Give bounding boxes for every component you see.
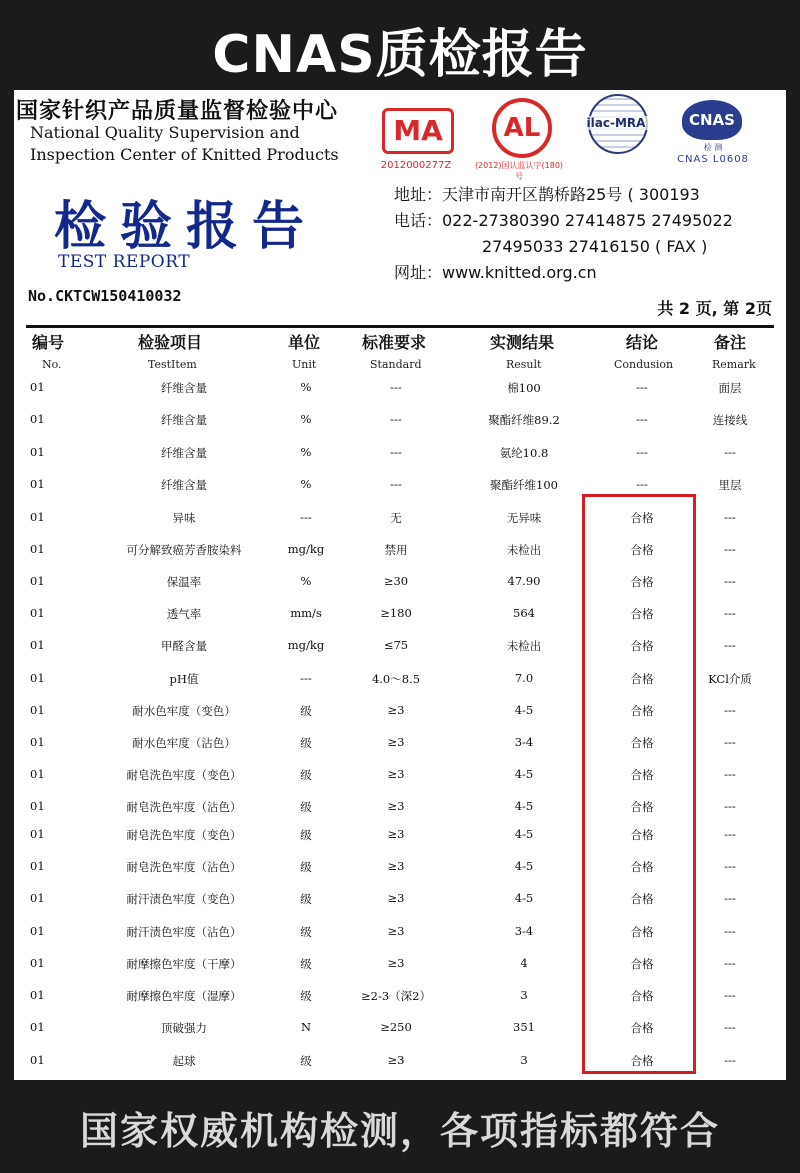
header-unit-zh: 单位 <box>288 333 321 352</box>
report-number: No.CKTCW150410032 <box>28 287 182 305</box>
cell-conclusion: 合格 <box>630 639 654 653</box>
cell-unit: % <box>300 445 312 459</box>
cell-unit: 级 <box>300 736 312 750</box>
cell-remark: --- <box>724 859 736 873</box>
cell-test-item: 耐皂洗色牢度（变色） <box>126 768 242 782</box>
cell-unit: 级 <box>300 892 312 906</box>
ilac-mra-logo <box>584 94 650 164</box>
cell-no: 01 <box>30 735 45 749</box>
cell-no: 01 <box>30 574 45 588</box>
cell-conclusion: 合格 <box>630 892 654 906</box>
cell-remark: 面层 <box>718 381 742 395</box>
cell-standard: 禁用 <box>384 543 408 557</box>
cell-result: 聚酯纤维100 <box>490 478 558 492</box>
cell-standard: --- <box>390 477 402 491</box>
header-remark-en: Remark <box>712 358 756 371</box>
cell-conclusion: 合格 <box>630 860 654 874</box>
cell-no: 01 <box>30 924 45 938</box>
cell-remark: --- <box>724 924 736 938</box>
cell-unit: % <box>300 412 312 426</box>
report-title-en: TEST REPORT <box>58 252 191 272</box>
cell-result: 4-5 <box>514 799 534 813</box>
cell-no: 01 <box>30 956 45 970</box>
cell-standard: --- <box>390 445 402 459</box>
cell-conclusion: 合格 <box>630 957 654 971</box>
cell-result: 棉100 <box>507 381 541 395</box>
cell-result: 564 <box>513 606 535 620</box>
cell-result: 4-5 <box>514 859 534 873</box>
cma-logo-mark: MA <box>382 108 454 154</box>
cell-result: 3 <box>520 988 528 1002</box>
cell-unit: 级 <box>300 860 312 874</box>
cell-standard: ≥2-3（深2） <box>361 989 431 1003</box>
cell-no: 01 <box>30 767 45 781</box>
cell-no: 01 <box>30 412 45 426</box>
cell-remark: --- <box>724 735 736 749</box>
cell-result: 氨纶10.8 <box>499 446 549 460</box>
cell-result: 无异味 <box>506 511 542 525</box>
cell-standard: ≥250 <box>380 1020 412 1034</box>
website-line: 网址：www.knitted.org.cn <box>394 263 597 282</box>
cnas-logo-sub1: 检 测 <box>703 143 723 152</box>
cell-no: 01 <box>30 988 45 1002</box>
cell-no: 01 <box>30 799 45 813</box>
phone-line-cont: 27495033 27416150 ( FAX ) <box>482 237 708 256</box>
cell-unit: 级 <box>300 957 312 971</box>
cell-conclusion: --- <box>636 445 648 459</box>
header-item-en: TestItem <box>148 358 197 371</box>
cell-test-item: 纤维含量 <box>161 413 207 427</box>
ilac-logo-text: ilac-MRA <box>584 116 648 130</box>
banner-title: CNAS质检报告 <box>212 25 588 85</box>
cell-no: 01 <box>30 477 45 491</box>
table-row <box>14 445 786 465</box>
cell-test-item: 耐摩擦色牢度（干摩） <box>126 957 242 971</box>
cell-conclusion: --- <box>636 380 648 394</box>
cell-remark: KCl介质 <box>708 672 752 686</box>
header-no-zh: 编号 <box>32 333 65 352</box>
cell-test-item: 耐汗渍色牢度（变色） <box>126 892 242 906</box>
cell-conclusion: 合格 <box>630 925 654 939</box>
cell-standard: ≥180 <box>380 606 412 620</box>
cell-unit: % <box>300 477 312 491</box>
cell-remark: --- <box>724 638 736 652</box>
cell-unit: mg/kg <box>287 638 325 652</box>
header-result-zh: 实测结果 <box>490 333 555 352</box>
org-name-en-line1: National Quality Supervision and <box>30 123 300 142</box>
cell-remark: --- <box>724 988 736 1002</box>
cell-test-item: 顶破强力 <box>161 1021 207 1035</box>
cell-result: 未检出 <box>506 639 542 653</box>
cell-conclusion: 合格 <box>630 575 654 589</box>
cell-unit: 级 <box>300 800 312 814</box>
cell-test-item: 保温率 <box>166 575 202 589</box>
cell-no: 01 <box>30 606 45 620</box>
header-conclusion-zh: 结论 <box>626 333 659 352</box>
cell-standard: --- <box>390 412 402 426</box>
cell-standard: 4.0～8.5 <box>371 672 421 686</box>
cell-remark: --- <box>724 956 736 970</box>
header-standard-zh: 标准要求 <box>362 333 427 352</box>
cell-unit: 级 <box>300 768 312 782</box>
cell-standard: ≥3 <box>387 924 405 938</box>
cell-no: 01 <box>30 542 45 556</box>
cell-remark: --- <box>724 445 736 459</box>
cell-unit: N <box>300 1020 312 1034</box>
cell-conclusion: 合格 <box>630 768 654 782</box>
cell-standard: --- <box>390 380 402 394</box>
cell-remark: --- <box>724 767 736 781</box>
cell-conclusion: --- <box>636 412 648 426</box>
cnas-logo <box>674 98 754 170</box>
cell-result: 3 <box>520 1053 528 1067</box>
cell-conclusion: 合格 <box>630 543 654 557</box>
cell-remark: --- <box>724 1020 736 1034</box>
header-remark-zh: 备注 <box>714 333 747 352</box>
cell-result: 未检出 <box>506 543 542 557</box>
cell-unit: 级 <box>300 989 312 1003</box>
cell-test-item: 耐水色牢度（沾色） <box>132 736 236 750</box>
cell-no: 01 <box>30 859 45 873</box>
cal-logo-mark: AL <box>492 98 552 158</box>
cell-standard: ≥30 <box>383 574 409 588</box>
cell-result: 7.0 <box>514 671 534 685</box>
cell-remark: --- <box>724 1053 736 1067</box>
cell-result: 聚酯纤维89.2 <box>488 413 560 427</box>
cell-unit: --- <box>300 671 312 685</box>
cell-unit: --- <box>300 510 312 524</box>
cnas-logo-sub2: CNAS L0608 <box>677 154 749 165</box>
cell-test-item: 耐皂洗色牢度（沾色） <box>126 860 242 874</box>
header-unit-en: Unit <box>292 358 317 371</box>
cell-test-item: 异味 <box>172 511 196 525</box>
cell-remark: --- <box>724 703 736 717</box>
cell-remark: --- <box>724 542 736 556</box>
cell-remark: --- <box>724 799 736 813</box>
cell-standard: ≥3 <box>387 891 405 905</box>
header-standard-en: Standard <box>370 358 422 371</box>
cell-test-item: 甲醛含量 <box>161 639 207 653</box>
cell-standard: 无 <box>390 511 402 525</box>
cell-result: 4-5 <box>514 767 534 781</box>
cell-unit: 级 <box>300 828 312 842</box>
table-row <box>14 380 786 400</box>
org-name-cn: 国家针织产品质量监督检验中心 <box>16 99 339 124</box>
cell-conclusion: 合格 <box>630 672 654 686</box>
cell-result: 4-5 <box>514 703 534 717</box>
cell-no: 01 <box>30 827 45 841</box>
page-count: 共 2 页, 第 2页 <box>657 299 772 318</box>
cell-remark: --- <box>724 606 736 620</box>
cell-test-item: 耐摩擦色牢度（湿摩） <box>126 989 242 1003</box>
cell-remark: 里层 <box>718 478 742 492</box>
cell-conclusion: 合格 <box>630 828 654 842</box>
table-row <box>14 412 786 432</box>
cma-logo <box>376 104 456 171</box>
cell-standard: ≥3 <box>387 827 405 841</box>
banner-slogan: 国家权威机构检测，各项指标都符合 <box>79 1109 720 1153</box>
cell-test-item: 耐皂洗色牢度（变色） <box>126 828 242 842</box>
cell-test-item: pH值 <box>169 672 199 686</box>
cell-conclusion: 合格 <box>630 989 654 1003</box>
cell-unit: 级 <box>300 925 312 939</box>
cal-logo-caption: (2012)国认监认字(180)号 <box>474 161 564 181</box>
cell-result: 4-5 <box>514 891 534 905</box>
cell-unit: mm/s <box>290 606 322 620</box>
cal-logo <box>474 96 564 181</box>
cell-test-item: 耐汗渍色牢度（沾色） <box>126 925 242 939</box>
cell-unit: mg/kg <box>287 542 325 556</box>
cell-remark: --- <box>724 510 736 524</box>
cell-no: 01 <box>30 445 45 459</box>
cell-test-item: 纤维含量 <box>161 446 207 460</box>
cell-standard: ≥3 <box>387 799 405 813</box>
cell-conclusion: --- <box>636 477 648 491</box>
conclusion-highlight-box <box>582 494 696 1074</box>
report-title: 检验报告 <box>54 196 319 257</box>
cell-standard: ≥3 <box>387 735 405 749</box>
cell-test-item: 可分解致癌芳香胺染料 <box>126 543 242 557</box>
report-sheet <box>14 90 786 1080</box>
cell-test-item: 耐水色牢度（变色） <box>132 704 236 718</box>
header-result-en: Result <box>506 358 542 371</box>
cell-result: 47.90 <box>507 574 541 588</box>
cell-no: 01 <box>30 671 45 685</box>
cell-result: 3-4 <box>514 735 534 749</box>
cell-conclusion: 合格 <box>630 704 654 718</box>
cell-standard: ≥3 <box>387 767 405 781</box>
cell-remark: --- <box>724 891 736 905</box>
cell-conclusion: 合格 <box>630 511 654 525</box>
header-no-en: No. <box>42 358 62 371</box>
cell-standard: ≥3 <box>387 956 405 970</box>
cell-remark: 连接线 <box>712 413 748 427</box>
cell-unit: 级 <box>300 1054 312 1068</box>
cell-standard: ≥3 <box>387 859 405 873</box>
cell-test-item: 透气率 <box>166 607 202 621</box>
phone-line: 电话：022-27380390 27414875 27495022 <box>394 211 733 230</box>
cell-test-item: 起球 <box>172 1054 196 1068</box>
cell-unit: % <box>300 380 312 394</box>
cell-conclusion: 合格 <box>630 1021 654 1035</box>
cell-unit: 级 <box>300 704 312 718</box>
cell-result: 4 <box>520 956 528 970</box>
cell-no: 01 <box>30 1053 45 1067</box>
cell-unit: % <box>300 574 312 588</box>
cell-standard: ≥3 <box>387 1053 405 1067</box>
header-item-zh: 检验项目 <box>138 333 203 352</box>
bottom-banner <box>0 1080 800 1173</box>
org-name-en <box>30 122 339 166</box>
cma-logo-caption: 2012000277Z <box>380 160 452 171</box>
cell-conclusion: 合格 <box>630 800 654 814</box>
cell-no: 01 <box>30 638 45 652</box>
cell-standard: ≤75 <box>383 638 409 652</box>
top-banner <box>0 0 800 90</box>
cell-result: 351 <box>513 1020 535 1034</box>
cell-result: 3-4 <box>514 924 534 938</box>
cell-standard: ≥3 <box>387 703 405 717</box>
cell-no: 01 <box>30 510 45 524</box>
cell-test-item: 耐皂洗色牢度（沾色） <box>126 800 242 814</box>
cell-test-item: 纤维含量 <box>161 478 207 492</box>
cell-no: 01 <box>30 703 45 717</box>
org-name-en-line2: Inspection Center of Knitted Products <box>30 145 339 164</box>
cell-remark: --- <box>724 574 736 588</box>
cell-conclusion: 合格 <box>630 736 654 750</box>
address-line: 地址：天津市南开区鹊桥路25号 ( 300193 <box>394 185 700 204</box>
header-conclusion-en: Condusion <box>614 358 674 371</box>
cnas-logo-mark: CNAS <box>682 100 742 140</box>
cell-remark: --- <box>724 827 736 841</box>
cell-conclusion: 合格 <box>630 1054 654 1068</box>
cell-conclusion: 合格 <box>630 607 654 621</box>
header-divider <box>26 325 774 328</box>
cell-no: 01 <box>30 891 45 905</box>
cell-result: 4-5 <box>514 827 534 841</box>
cell-test-item: 纤维含量 <box>161 381 207 395</box>
cell-no: 01 <box>30 1020 45 1034</box>
contact-block <box>394 182 784 286</box>
cell-no: 01 <box>30 380 45 394</box>
